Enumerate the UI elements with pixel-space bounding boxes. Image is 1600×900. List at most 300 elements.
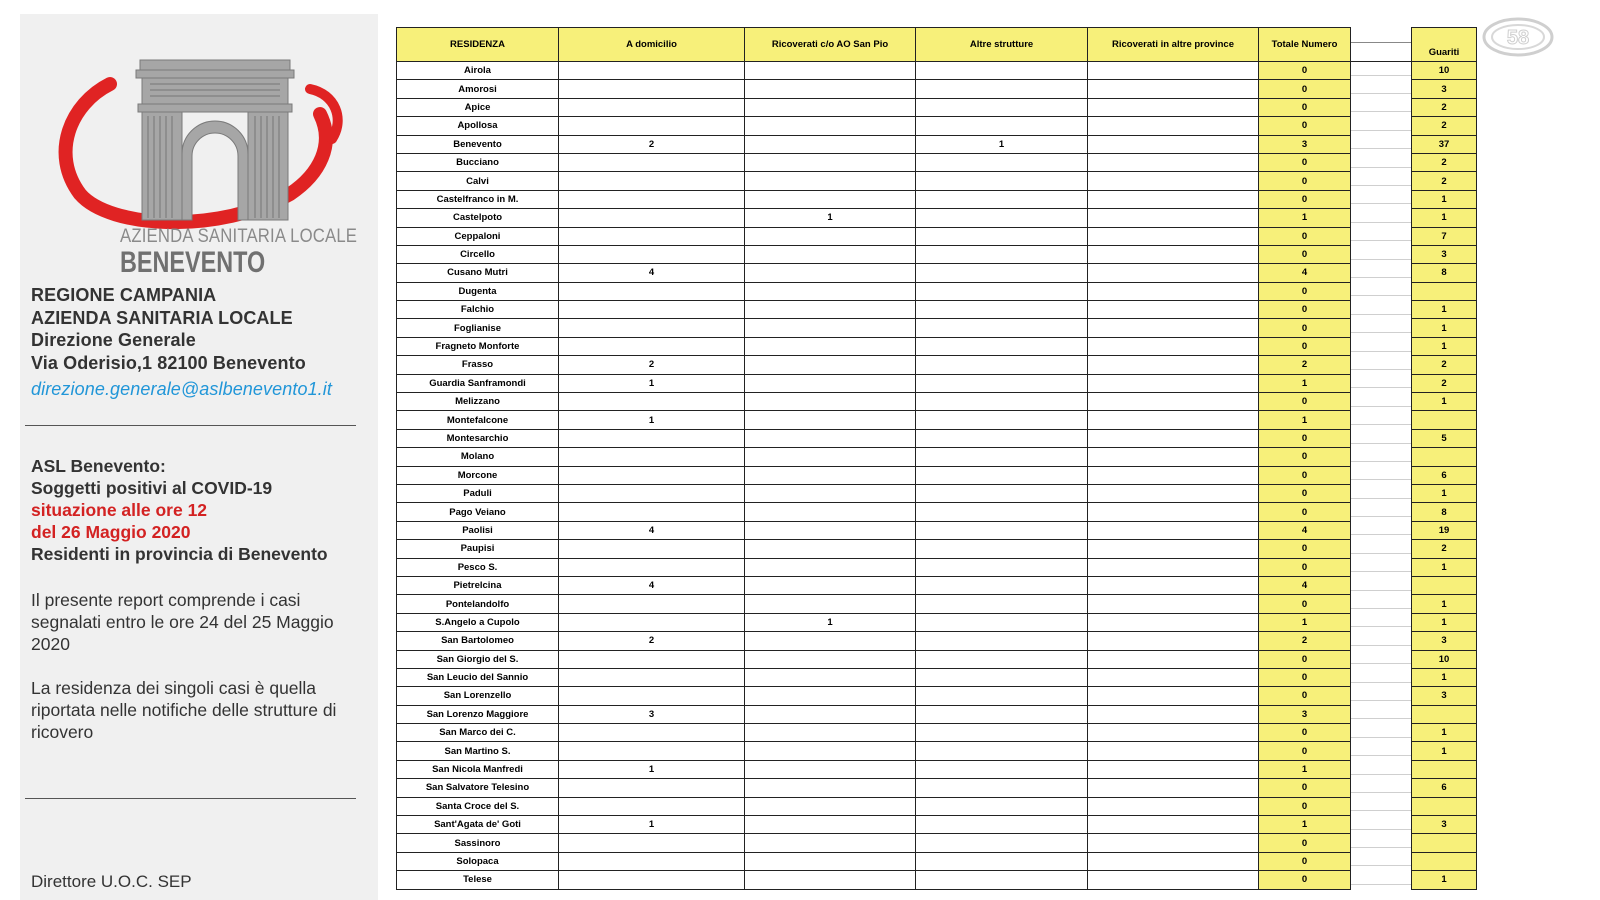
cell-altre-province	[1088, 393, 1259, 411]
signature: Direttore U.O.C. SEP	[31, 872, 192, 891]
cell-totale: 1	[1259, 374, 1351, 392]
cell-totale: 0	[1259, 62, 1351, 80]
cell-residenza: Montefalcone	[397, 411, 559, 429]
cell-domicilio	[559, 429, 745, 447]
cell-altre-strutture	[916, 871, 1088, 889]
cell-guariti: 37	[1412, 135, 1477, 153]
cell-ricoverati-sanpio	[745, 760, 916, 778]
cell-gap	[1351, 742, 1412, 760]
cell-altre-strutture	[916, 411, 1088, 429]
org-region: REGIONE CAMPANIA	[31, 285, 217, 305]
cell-gap	[1351, 852, 1412, 870]
cell-guariti: 3	[1412, 632, 1477, 650]
cell-domicilio	[559, 209, 745, 227]
cell-gap	[1351, 760, 1412, 778]
cell-altre-province	[1088, 209, 1259, 227]
cell-ricoverati-sanpio	[745, 429, 916, 447]
cell-altre-strutture	[916, 503, 1088, 521]
cell-gap	[1351, 632, 1412, 650]
cell-totale: 1	[1259, 613, 1351, 631]
cell-gap	[1351, 576, 1412, 594]
table-row	[397, 337, 1477, 355]
cell-altre-strutture	[916, 62, 1088, 80]
cell-gap	[1351, 797, 1412, 815]
cell-residenza: San Martino S.	[397, 742, 559, 760]
cell-gap	[1351, 448, 1412, 466]
cell-ricoverati-sanpio	[745, 190, 916, 208]
cell-guariti: 3	[1412, 816, 1477, 834]
report-time: situazione alle ore 12	[31, 500, 208, 520]
cell-totale: 1	[1259, 411, 1351, 429]
cell-residenza: Amorosi	[397, 80, 559, 98]
cell-altre-strutture	[916, 282, 1088, 300]
cell-ricoverati-sanpio	[745, 301, 916, 319]
cell-totale: 3	[1259, 135, 1351, 153]
arch-logo-icon	[50, 44, 350, 244]
cell-totale: 1	[1259, 760, 1351, 778]
table-row	[397, 742, 1477, 760]
cell-residenza: Pesco S.	[397, 558, 559, 576]
cell-guariti: 1	[1412, 613, 1477, 631]
table-row	[397, 871, 1477, 889]
cell-domicilio: 4	[559, 576, 745, 594]
header-altre-strutture: Altre strutture	[916, 28, 1088, 62]
cell-altre-province	[1088, 429, 1259, 447]
cell-altre-strutture	[916, 724, 1088, 742]
info-panel	[20, 14, 378, 900]
cell-gap	[1351, 668, 1412, 686]
cell-domicilio	[559, 98, 745, 116]
report-block	[31, 455, 366, 765]
header-ricoverati-sanpio: Ricoverati c/o AO San Pio	[745, 28, 916, 62]
cell-altre-province	[1088, 852, 1259, 870]
cell-domicilio: 2	[559, 135, 745, 153]
cell-domicilio	[559, 613, 745, 631]
cell-guariti	[1412, 797, 1477, 815]
cell-gap	[1351, 558, 1412, 576]
org-asl: AZIENDA SANITARIA LOCALE	[31, 307, 293, 328]
cell-guariti: 1	[1412, 558, 1477, 576]
cell-altre-province	[1088, 448, 1259, 466]
cell-altre-province	[1088, 613, 1259, 631]
cell-totale: 0	[1259, 245, 1351, 263]
cell-altre-strutture	[916, 172, 1088, 190]
cell-ricoverati-sanpio	[745, 62, 916, 80]
cell-gap	[1351, 356, 1412, 374]
cell-residenza: Sassinoro	[397, 834, 559, 852]
cell-domicilio	[559, 742, 745, 760]
cell-guariti: 1	[1412, 595, 1477, 613]
cell-domicilio	[559, 153, 745, 171]
cell-residenza: Benevento	[397, 135, 559, 153]
cell-guariti: 2	[1412, 356, 1477, 374]
cell-ricoverati-sanpio	[745, 227, 916, 245]
cell-residenza: Pontelandolfo	[397, 595, 559, 613]
cell-gap	[1351, 816, 1412, 834]
cell-gap	[1351, 117, 1412, 135]
cell-ricoverati-sanpio	[745, 356, 916, 374]
cell-totale: 0	[1259, 172, 1351, 190]
cell-altre-province	[1088, 558, 1259, 576]
cell-altre-province	[1088, 632, 1259, 650]
cell-totale: 2	[1259, 632, 1351, 650]
cell-ricoverati-sanpio	[745, 632, 916, 650]
cell-altre-strutture	[916, 356, 1088, 374]
cell-altre-province	[1088, 668, 1259, 686]
cell-altre-strutture	[916, 374, 1088, 392]
cell-guariti: 1	[1412, 393, 1477, 411]
cell-altre-province	[1088, 576, 1259, 594]
cell-ricoverati-sanpio	[745, 282, 916, 300]
cell-ricoverati-sanpio	[745, 135, 916, 153]
cell-guariti: 8	[1412, 264, 1477, 282]
cell-altre-strutture	[916, 80, 1088, 98]
cell-altre-strutture	[916, 576, 1088, 594]
cell-domicilio	[559, 190, 745, 208]
cell-ricoverati-sanpio	[745, 172, 916, 190]
cell-totale: 0	[1259, 650, 1351, 668]
cell-guariti: 3	[1412, 80, 1477, 98]
cell-residenza: San Lorenzello	[397, 687, 559, 705]
cell-gap	[1351, 429, 1412, 447]
cell-guariti: 10	[1412, 62, 1477, 80]
cell-residenza: Falchio	[397, 301, 559, 319]
cell-gap	[1351, 282, 1412, 300]
cell-guariti: 1	[1412, 742, 1477, 760]
cell-guariti	[1412, 834, 1477, 852]
table-row	[397, 209, 1477, 227]
cell-gap	[1351, 301, 1412, 319]
cell-guariti: 8	[1412, 503, 1477, 521]
cell-gap	[1351, 411, 1412, 429]
cell-altre-province	[1088, 80, 1259, 98]
cell-residenza: Ceppaloni	[397, 227, 559, 245]
cell-ricoverati-sanpio	[745, 816, 916, 834]
cell-ricoverati-sanpio	[745, 687, 916, 705]
cell-domicilio	[559, 301, 745, 319]
table-row	[397, 245, 1477, 263]
cell-altre-strutture	[916, 448, 1088, 466]
cell-altre-province	[1088, 871, 1259, 889]
cell-domicilio	[559, 724, 745, 742]
cell-gap	[1351, 521, 1412, 539]
covid-table	[396, 27, 1477, 890]
cell-domicilio	[559, 227, 745, 245]
cell-altre-province	[1088, 797, 1259, 815]
cell-domicilio	[559, 503, 745, 521]
cell-gap	[1351, 80, 1412, 98]
cell-ricoverati-sanpio	[745, 668, 916, 686]
cell-gap	[1351, 540, 1412, 558]
header-totale: Totale Numero	[1259, 28, 1351, 62]
table-row	[397, 98, 1477, 116]
cell-domicilio	[559, 852, 745, 870]
cell-totale: 0	[1259, 117, 1351, 135]
cell-altre-strutture	[916, 264, 1088, 282]
cell-altre-province	[1088, 521, 1259, 539]
cell-totale: 0	[1259, 558, 1351, 576]
cell-totale: 0	[1259, 503, 1351, 521]
cell-totale: 4	[1259, 576, 1351, 594]
cell-residenza: Montesarchio	[397, 429, 559, 447]
table-row	[397, 834, 1477, 852]
table-row	[397, 135, 1477, 153]
cell-altre-province	[1088, 484, 1259, 502]
cell-ricoverati-sanpio	[745, 797, 916, 815]
cell-totale: 0	[1259, 540, 1351, 558]
cell-ricoverati-sanpio	[745, 245, 916, 263]
report-note-residence: La residenza dei singoli casi è quella riportata nelle notifiche delle strutture di ricovero	[31, 678, 337, 742]
organization-block	[31, 284, 332, 401]
table-row	[397, 153, 1477, 171]
table-row	[397, 503, 1477, 521]
cell-residenza: S.Angelo a Cupolo	[397, 613, 559, 631]
cell-altre-province	[1088, 374, 1259, 392]
cell-domicilio	[559, 466, 745, 484]
cell-altre-province	[1088, 760, 1259, 778]
cell-altre-strutture	[916, 227, 1088, 245]
cell-guariti	[1412, 448, 1477, 466]
cell-residenza: San Lorenzo Maggiore	[397, 705, 559, 723]
cell-totale: 0	[1259, 797, 1351, 815]
cell-totale: 0	[1259, 668, 1351, 686]
cell-totale: 1	[1259, 209, 1351, 227]
org-direction: Direzione Generale	[31, 330, 196, 350]
cell-residenza: Circello	[397, 245, 559, 263]
table-row	[397, 282, 1477, 300]
table-row	[397, 724, 1477, 742]
cell-residenza: Guardia Sanframondi	[397, 374, 559, 392]
channel-logo-icon	[1478, 12, 1558, 62]
cell-domicilio	[559, 80, 745, 98]
cell-ricoverati-sanpio	[745, 871, 916, 889]
cell-altre-strutture	[916, 668, 1088, 686]
table-row	[397, 576, 1477, 594]
table-body	[397, 62, 1477, 890]
cell-guariti	[1412, 576, 1477, 594]
table-row	[397, 705, 1477, 723]
cell-guariti: 1	[1412, 301, 1477, 319]
cell-gap	[1351, 319, 1412, 337]
cell-altre-strutture	[916, 337, 1088, 355]
cell-domicilio	[559, 484, 745, 502]
cell-totale: 0	[1259, 484, 1351, 502]
cell-altre-province	[1088, 117, 1259, 135]
cell-totale: 1	[1259, 816, 1351, 834]
cell-altre-province	[1088, 411, 1259, 429]
table-row	[397, 816, 1477, 834]
cell-altre-province	[1088, 172, 1259, 190]
table-row	[397, 650, 1477, 668]
cell-totale: 0	[1259, 190, 1351, 208]
cell-guariti: 1	[1412, 209, 1477, 227]
logo-text-azienda: AZIENDA SANITARIA LOCALE	[120, 226, 358, 247]
logo-text-benevento: BENEVENTO	[120, 246, 266, 279]
cell-residenza: Sant'Agata de' Goti	[397, 816, 559, 834]
email-link[interactable]: direzione.generale@aslbenevento1.it	[31, 379, 332, 399]
channel-logo-text: 58	[1506, 27, 1530, 49]
cell-guariti	[1412, 282, 1477, 300]
cell-altre-strutture	[916, 650, 1088, 668]
table-row	[397, 62, 1477, 80]
cell-domicilio	[559, 282, 745, 300]
table-row	[397, 540, 1477, 558]
cell-guariti: 3	[1412, 245, 1477, 263]
cell-altre-strutture	[916, 834, 1088, 852]
covid-table-wrapper	[396, 27, 1477, 890]
cell-residenza: Foglianise	[397, 319, 559, 337]
cell-residenza: Calvi	[397, 172, 559, 190]
cell-residenza: Apollosa	[397, 117, 559, 135]
cell-altre-strutture	[916, 153, 1088, 171]
cell-gap	[1351, 62, 1412, 80]
table-row	[397, 760, 1477, 778]
cell-residenza: Paupisi	[397, 540, 559, 558]
cell-altre-province	[1088, 724, 1259, 742]
cell-domicilio	[559, 650, 745, 668]
cell-residenza: Airola	[397, 62, 559, 80]
cell-guariti: 19	[1412, 521, 1477, 539]
cell-ricoverati-sanpio	[745, 264, 916, 282]
cell-altre-strutture	[916, 797, 1088, 815]
cell-guariti: 2	[1412, 153, 1477, 171]
divider	[25, 798, 356, 799]
cell-guariti: 7	[1412, 227, 1477, 245]
cell-totale: 0	[1259, 301, 1351, 319]
cell-altre-province	[1088, 153, 1259, 171]
cell-gap	[1351, 172, 1412, 190]
report-residents: Residenti in provincia di Benevento	[31, 544, 328, 564]
cell-residenza: Frasso	[397, 356, 559, 374]
cell-altre-province	[1088, 540, 1259, 558]
cell-domicilio: 4	[559, 264, 745, 282]
asl-logo	[50, 44, 358, 279]
cell-domicilio	[559, 62, 745, 80]
cell-altre-strutture	[916, 742, 1088, 760]
cell-totale: 0	[1259, 337, 1351, 355]
report-subject: Soggetti positivi al COVID-19	[31, 478, 273, 498]
cell-gap	[1351, 466, 1412, 484]
cell-ricoverati-sanpio	[745, 650, 916, 668]
cell-ricoverati-sanpio	[745, 503, 916, 521]
cell-gap	[1351, 245, 1412, 263]
cell-ricoverati-sanpio	[745, 484, 916, 502]
cell-residenza: Paolisi	[397, 521, 559, 539]
cell-residenza: Morcone	[397, 466, 559, 484]
cell-guariti	[1412, 852, 1477, 870]
cell-domicilio	[559, 797, 745, 815]
cell-guariti	[1412, 411, 1477, 429]
cell-gap	[1351, 613, 1412, 631]
cell-ricoverati-sanpio	[745, 153, 916, 171]
cell-residenza: Dugenta	[397, 282, 559, 300]
cell-guariti: 1	[1412, 319, 1477, 337]
cell-domicilio: 1	[559, 411, 745, 429]
cell-domicilio	[559, 687, 745, 705]
cell-altre-province	[1088, 503, 1259, 521]
cell-altre-strutture	[916, 466, 1088, 484]
report-date: del 26 Maggio 2020	[31, 522, 191, 542]
cell-altre-strutture	[916, 117, 1088, 135]
cell-altre-province	[1088, 282, 1259, 300]
cell-gap	[1351, 724, 1412, 742]
cell-altre-strutture	[916, 540, 1088, 558]
divider	[25, 425, 356, 426]
cell-gap	[1351, 687, 1412, 705]
cell-domicilio	[559, 337, 745, 355]
cell-guariti: 6	[1412, 779, 1477, 797]
cell-totale: 0	[1259, 852, 1351, 870]
cell-altre-province	[1088, 779, 1259, 797]
cell-ricoverati-sanpio	[745, 466, 916, 484]
cell-domicilio: 1	[559, 760, 745, 778]
cell-residenza: Castelpoto	[397, 209, 559, 227]
cell-altre-strutture	[916, 632, 1088, 650]
cell-residenza: Castelfranco in M.	[397, 190, 559, 208]
cell-ricoverati-sanpio	[745, 393, 916, 411]
cell-gap	[1351, 705, 1412, 723]
header-domicilio: A domicilio	[559, 28, 745, 62]
table-row	[397, 264, 1477, 282]
cell-gap	[1351, 484, 1412, 502]
cell-domicilio	[559, 668, 745, 686]
table-row	[397, 448, 1477, 466]
cell-gap	[1351, 779, 1412, 797]
cell-domicilio	[559, 319, 745, 337]
cell-ricoverati-sanpio	[745, 521, 916, 539]
cell-altre-strutture	[916, 760, 1088, 778]
table-row	[397, 429, 1477, 447]
cell-ricoverati-sanpio	[745, 595, 916, 613]
cell-domicilio	[559, 595, 745, 613]
cell-altre-strutture	[916, 484, 1088, 502]
cell-guariti: 10	[1412, 650, 1477, 668]
cell-altre-province	[1088, 227, 1259, 245]
table-row	[397, 668, 1477, 686]
table-row	[397, 484, 1477, 502]
cell-totale: 0	[1259, 227, 1351, 245]
cell-totale: 0	[1259, 687, 1351, 705]
cell-altre-province	[1088, 245, 1259, 263]
cell-ricoverati-sanpio	[745, 852, 916, 870]
cell-guariti: 3	[1412, 687, 1477, 705]
cell-altre-strutture	[916, 613, 1088, 631]
cell-guariti: 2	[1412, 374, 1477, 392]
cell-gap	[1351, 374, 1412, 392]
cell-altre-strutture	[916, 595, 1088, 613]
cell-ricoverati-sanpio	[745, 540, 916, 558]
cell-guariti	[1412, 705, 1477, 723]
table-row	[397, 172, 1477, 190]
cell-altre-province	[1088, 687, 1259, 705]
cell-altre-province	[1088, 337, 1259, 355]
table-row	[397, 374, 1477, 392]
report-note-cases: Il presente report comprende i casi segnalati entro le ore 24 del 25 Maggio 2020	[31, 590, 334, 654]
cell-residenza: Santa Croce del S.	[397, 797, 559, 815]
cell-altre-strutture	[916, 687, 1088, 705]
cell-altre-strutture	[916, 816, 1088, 834]
cell-gap	[1351, 595, 1412, 613]
cell-guariti: 2	[1412, 117, 1477, 135]
cell-domicilio: 4	[559, 521, 745, 539]
cell-altre-strutture	[916, 319, 1088, 337]
cell-altre-province	[1088, 650, 1259, 668]
cell-totale: 0	[1259, 153, 1351, 171]
cell-totale: 0	[1259, 282, 1351, 300]
table-row	[397, 779, 1477, 797]
cell-altre-strutture	[916, 521, 1088, 539]
cell-altre-strutture	[916, 852, 1088, 870]
